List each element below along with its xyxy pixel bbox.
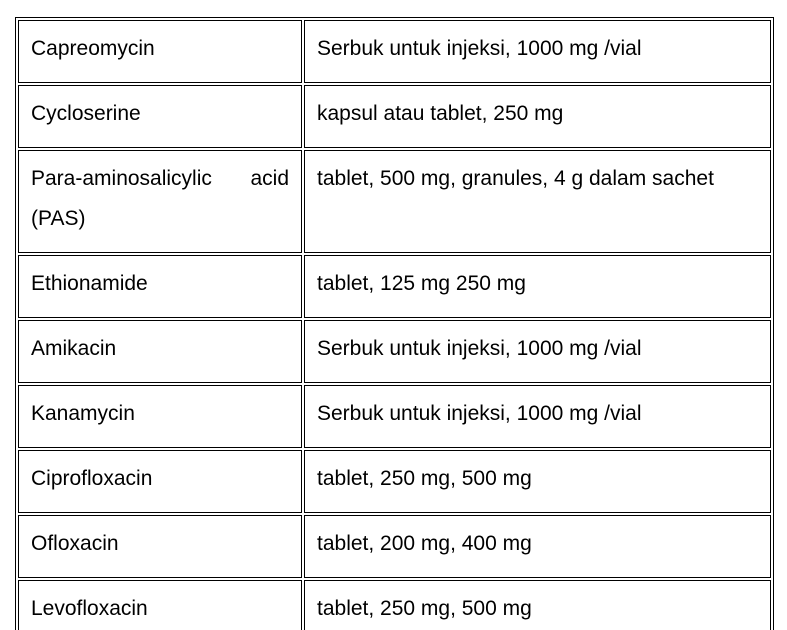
dosage-form: tablet, 200 mg, 400 mg — [317, 532, 532, 555]
drug-name: Ciprofloxacin — [31, 467, 153, 490]
table-row — [18, 320, 771, 383]
drug-name: Levofloxacin — [31, 597, 148, 620]
dosage-form-cell — [304, 320, 771, 383]
drug-name-cell — [18, 580, 302, 630]
drug-name: Para-aminosalicylic acid (PAS) — [31, 167, 289, 230]
drug-name-cell — [18, 320, 302, 383]
drug-name-cell — [18, 385, 302, 448]
table-row — [18, 255, 771, 318]
drug-name-cell — [18, 515, 302, 578]
dosage-form-cell — [304, 450, 771, 513]
table-row — [18, 580, 771, 630]
table-row — [18, 450, 771, 513]
dosage-form-cell — [304, 580, 771, 630]
drug-name: Ethionamide — [31, 272, 148, 295]
table-row — [18, 85, 771, 148]
dosage-form-cell — [304, 150, 771, 253]
drug-name: Capreomycin — [31, 37, 155, 60]
dosage-form-cell — [304, 255, 771, 318]
dosage-form: Serbuk untuk injeksi, 1000 mg /vial — [317, 37, 642, 60]
dosage-form-cell — [304, 385, 771, 448]
drug-name-cell — [18, 85, 302, 148]
table-row — [18, 20, 771, 83]
dosage-form: kapsul atau tablet, 250 mg — [317, 102, 564, 125]
dosage-form: tablet, 250 mg, 500 mg — [317, 467, 532, 490]
table-row — [18, 385, 771, 448]
table-row — [18, 150, 771, 253]
drug-table — [15, 17, 774, 630]
drug-name: Cycloserine — [31, 102, 141, 125]
drug-name: Kanamycin — [31, 402, 135, 425]
dosage-form-cell — [304, 20, 771, 83]
drug-table-body — [18, 20, 771, 630]
drug-name: Amikacin — [31, 337, 117, 360]
drug-name-cell — [18, 450, 302, 513]
drug-name-cell — [18, 150, 302, 253]
dosage-form: Serbuk untuk injeksi, 1000 mg /vial — [317, 402, 642, 425]
dosage-form: Serbuk untuk injeksi, 1000 mg /vial — [317, 337, 642, 360]
dosage-form-cell — [304, 515, 771, 578]
dosage-form-cell — [304, 85, 771, 148]
drug-name-cell — [18, 255, 302, 318]
dosage-form: tablet, 500 mg, granules, 4 g dalam sachet — [317, 167, 714, 190]
drug-name-cell — [18, 20, 302, 83]
table-row — [18, 515, 771, 578]
dosage-form: tablet, 250 mg, 500 mg — [317, 597, 532, 620]
drug-name: Ofloxacin — [31, 532, 119, 555]
dosage-form: tablet, 125 mg 250 mg — [317, 272, 526, 295]
